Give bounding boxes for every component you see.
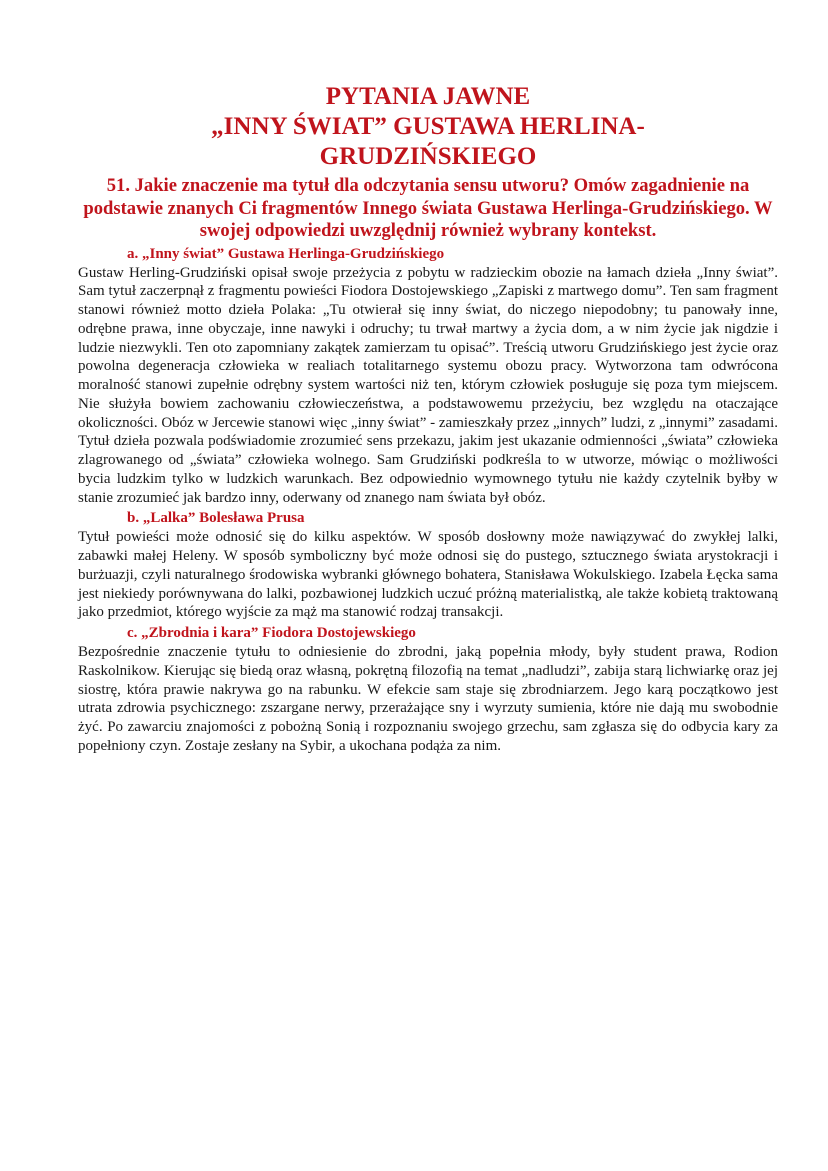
exam-question: 51. Jakie znaczenie ma tytuł dla odczytania sensu utworu? Omów zagadnienie na podstawie znanych Ci fragmentów Innego świata Gustawa Herlinga-Grudzińskiego. W swojej odpowiedzi uwzględnij również wybrany kontekst. — [83, 175, 773, 241]
section-text-a: Gustaw Herling-Grudziński opisał swoje przeżycia z pobytu w radzieckim obozie na łamach dzieła „Inny świat”. Sam tytuł zaczerpnął z fragmentu powieści Fiodora Dostojewskiego „Zapiski z martwego domu”. Ten sam fragment stanowi również motto dzieła Polaka: „Tu otwierał się inny świat, do niczego niepodobny; tu panowały inne, odrębne prawa, inne obyczaje, inne nawyki i odruchy; tu trwał martwy a życia dom, a w nim życie jak nigdzie i ludzie niezwykli. Ten oto zapomniany zakątek zamierzam tu opisać”. Treścią utworu Grudzińskiego jest życie oraz powolna degeneracja człowieka w realiach totalitarnego systemu obozu pracy. Wytworzona tam odwrócona moralność stanowi zupełnie odrębny system wartości niż ten, którym człowiek posługuje się poza tym miejscem. Nie służyła bowiem zachowaniu człowieczeństwa, a podstawowemu przeżyciu, bez względu na otaczające okoliczności. Obóz w Jercewie stanowi więc „inny świat” - zamieszkały przez „innych” ludzi, z „innymi” zasadami. Tytuł dzieła pozwala podświadomie zrozumieć sens przekazu, jakim jest ukazanie odmienności „świata” człowieka zlagrowanego od „świata” człowieka wolnego. Sam Grudziński podkreśla to w utworze, mówiąc o możliwości bycia ludzkim tylko w ludzkich warunkach. Bez odpowiednio wymownego tytułu nie każdy czytelnik byłby w stanie zrozumieć jak bardzo inny, oderwany od znanego nam świata był obóz. — [78, 264, 778, 506]
section-heading-b: b. „Lalka” Bolesława Prusa — [127, 510, 305, 527]
section-heading-c: c. „Zbrodnia i kara” Fiodora Dostojewskiego — [127, 625, 416, 641]
section-heading-a: a. „Inny świat” Gustawa Herlinga-Grudzińskiego — [127, 245, 445, 262]
title-line-3: GRUDZIŃSKIEGO — [319, 143, 537, 170]
section-text-b: Tytuł powieści może odnosić się do kilku aspektów. W sposób dosłowny może nawiązywać do zwykłej lalki, zabawki małej Heleny. W sposób symboliczny być może odnosi się do pustego, sztucznego świata arystokracji i burżuazji, czyli naturalnego środowiska wybranki głównego bohatera, Stanisława Wokulskiego. Izabela Łęcka sama jest niekiedy porównywana do lalki, pozbawionej ludzkich uczuć próżną materialistką, ale także kobietą traktowaną jako przedmiot, którego wyjście za mąż ma stanowić rodzaj transakcji. — [78, 529, 778, 621]
title-line-2: „INNY ŚWIAT” GUSTAWA HERLINA- — [211, 113, 645, 140]
section-text-c: Bezpośrednie znaczenie tytułu to odniesienie do zbrodni, jaką popełnia młody, były student prawa, Rodion Raskolnikow. Kierując się biedą oraz własną, pokrętną filozofią na temat „nadludzi”, zabija starą lichwiarkę oraz jej siostrę, która prawie nakrywa go na rabunku. W efekcie sam staje się zbrodniarzem. Jego karą początkowo jest utrata zdrowia psychicznego: zszargane nerwy, przerażające sny i wyrzuty sumienia, które nie dają mu swobodnie żyć. Po zawarciu znajomości z pobożną Sonią i rozpoznaniu swojego grzechu, sam zgłasza się do odbycia kary za popełniony czyn. Zostaje zesłany na Sybir, a ukochana podąża za nim. — [78, 644, 778, 754]
document-title — [78, 82, 778, 172]
title-line-1: PYTANIA JAWNE — [325, 83, 531, 110]
